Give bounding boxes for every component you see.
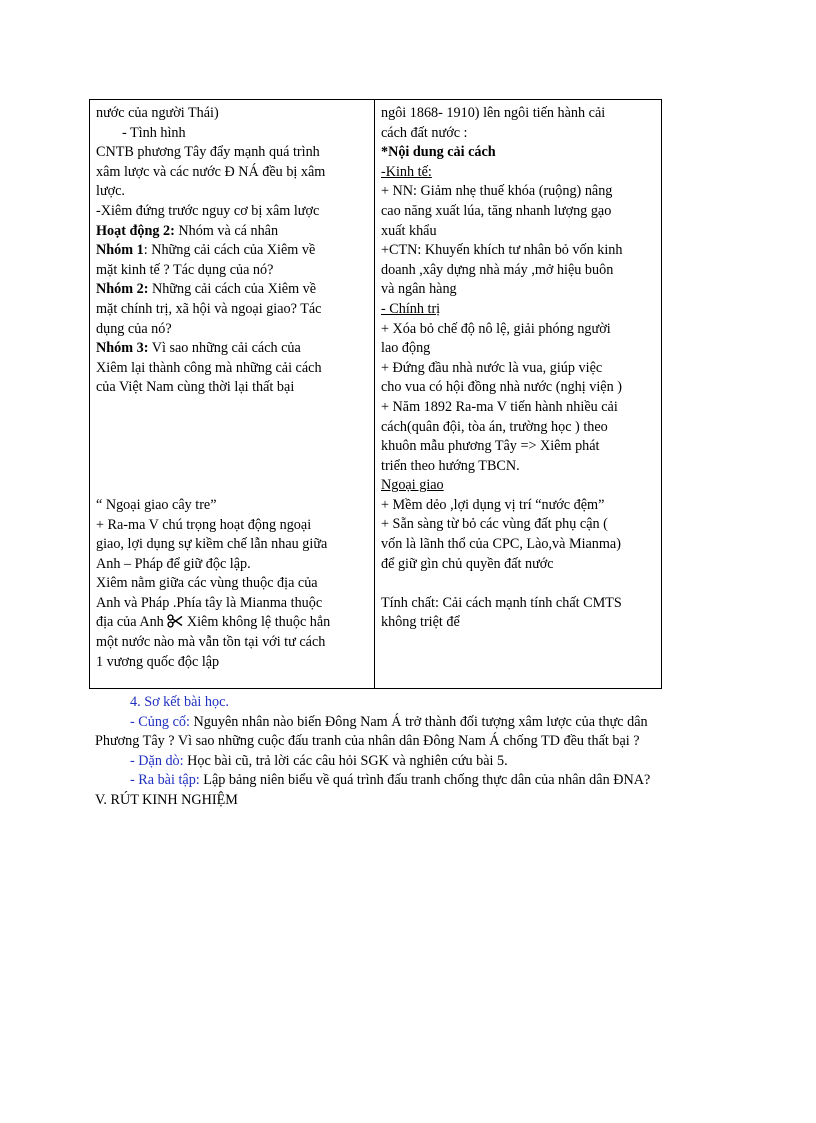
right-line: và ngân hàng	[381, 281, 457, 298]
right-line: doanh ,xây dựng nhà máy ,mở hiệu buôn	[381, 261, 614, 278]
right-line: lao động	[381, 340, 431, 357]
content-table	[89, 99, 662, 689]
right-line: triển theo hướng TBCN.	[381, 457, 520, 474]
exercise-line	[95, 771, 725, 791]
right-line: cao năng xuất lúa, tăng nhanh lượng gạo	[381, 202, 612, 219]
group-3-text: Vì sao những cải cách của	[148, 340, 301, 357]
right-line: xuất khẩu	[381, 222, 437, 239]
right-line: cách(quân đội, tòa án, trường học ) theo	[381, 418, 608, 435]
right-line: + Sẵn sàng từ bỏ các vùng đất phụ cận (	[381, 516, 608, 533]
activity-2-text: Nhóm và cá nhân	[174, 222, 279, 239]
group-2-label: Nhóm 2:	[96, 281, 149, 298]
homework-text: Học bài cũ, trả lời các câu hỏi SGK và nghiên cứu bài 5.	[183, 752, 508, 769]
right-line: vốn là lãnh thổ của CPC, Lào,và Mianma)	[381, 536, 621, 553]
right-line: + Xóa bỏ chế độ nô lệ, giải phóng người	[381, 320, 611, 337]
left-line: Xiêm nằm giữa các vùng thuộc địa của	[96, 575, 318, 592]
column-divider	[374, 100, 375, 688]
consolidation-label: - Củng cố:	[130, 713, 190, 730]
right-line: + Đứng đầu nhà nước là vua, giúp việc	[381, 359, 603, 376]
spacer	[96, 398, 368, 496]
left-column	[96, 104, 368, 672]
section-4-heading: 4. Sơ kết bài học.	[130, 694, 229, 710]
left-line: giao, lợi dụng sự kiềm chế lẫn nhau giữa	[96, 536, 328, 553]
group-1-line	[96, 241, 368, 261]
right-line: cách đất nước :	[381, 124, 468, 141]
left-line: 1 vương quốc độc lập	[96, 653, 220, 670]
left-line: CNTB phương Tây đẩy mạnh quá trình	[96, 144, 320, 161]
homework-label: - Dặn dò:	[130, 752, 184, 769]
left-line: Anh – Pháp để giữ độc lập.	[96, 555, 251, 572]
left-line: Anh và Pháp .Phía tây là Mianma thuộc	[96, 594, 323, 611]
reform-content-heading: *Nội dung cải cách	[381, 144, 496, 161]
right-line: không triệt để	[381, 614, 460, 631]
left-line: nước của người Thái)	[96, 105, 219, 121]
left-line: “ Ngoại giao cây tre”	[96, 496, 217, 513]
left-line	[96, 613, 368, 633]
consolidation-line-2: Phương Tây ? Vì sao những cuộc đấu tranh của nhân dân Đông Nam Á chống TD đều thất bại ?	[95, 733, 640, 750]
diplomacy-heading: Ngoại giao	[381, 477, 444, 494]
left-line: của Việt Nam cùng thời lại thất bại	[96, 379, 295, 396]
exercise-label: - Ra bài tập:	[130, 772, 200, 789]
activity-2-label: Hoạt động 2:	[96, 222, 175, 239]
right-line: +CTN: Khuyến khích tư nhân bỏ vốn kinh	[381, 242, 623, 259]
left-line: mặt kinh tế ? Tác dụng của nó?	[96, 261, 274, 278]
right-line: để giữ gìn chủ quyền đất nước	[381, 555, 554, 572]
left-line: -Xiêm đứng trước nguy cơ bị xâm lược	[96, 202, 320, 219]
left-line: một nước nào mà vẫn tồn tại với tư cách	[96, 634, 326, 651]
right-line: Tính chất: Cải cách mạnh tính chất CMTS	[381, 594, 622, 611]
right-line: + Năm 1892 Ra-ma V tiến hành nhiều cải	[381, 398, 618, 415]
group-1-label: Nhóm 1	[96, 242, 144, 259]
politics-heading: - Chính trị	[381, 300, 441, 317]
group-2-line	[96, 280, 368, 300]
economy-heading: -Kinh tế:	[381, 163, 432, 180]
left-text: địa của Anh	[96, 614, 168, 631]
group-2-text: Những cải cách của Xiêm về	[148, 281, 317, 298]
consolidation-text: Nguyên nhân nào biến Đông Nam Á trở thành đối tượng xâm lược của thực dân	[189, 713, 648, 730]
scissors-icon	[167, 614, 183, 635]
spacer	[381, 574, 657, 594]
right-line: + NN: Giảm nhẹ thuế khóa (ruộng) nâng	[381, 183, 613, 200]
group-3-line	[96, 339, 368, 359]
left-line: lược.	[96, 183, 125, 200]
left-line: dụng của nó?	[96, 320, 172, 337]
left-line: + Ra-ma V chú trọng hoạt động ngoại	[96, 516, 312, 533]
group-3-label: Nhóm 3:	[96, 340, 149, 357]
right-line: ngôi 1868- 1910) lên ngôi tiến hành cải	[381, 105, 606, 121]
group-1-text: : Những cải cách của Xiêm về	[143, 242, 316, 259]
left-line: Xiêm lại thành công mà những cải cách	[96, 359, 322, 376]
right-line: + Mềm dẻo ,lợi dụng vị trí “nước đệm”	[381, 496, 605, 513]
left-line: - Tình hình	[122, 124, 186, 141]
homework-line	[95, 752, 725, 772]
review-heading: V. RÚT KINH NGHIỆM	[95, 791, 238, 808]
left-line: xâm lược và các nước Đ NÁ đều bị xâm	[96, 163, 326, 180]
consolidation-line	[95, 713, 725, 733]
lesson-summary	[95, 693, 725, 811]
left-line: mặt chính trị, xã hội và ngoại giao? Tác	[96, 300, 322, 317]
right-column	[381, 104, 657, 633]
right-line: khuôn mẫu phương Tây => Xiêm phát	[381, 438, 600, 455]
activity-2-line	[96, 222, 368, 242]
left-text: Xiêm không lệ thuộc hẳn	[183, 614, 331, 631]
right-line: cho vua có hội đồng nhà nước (nghị viện )	[381, 379, 622, 396]
exercise-text: Lập bảng niên biểu về quá trình đấu tranh chống thực dân của nhân dân ĐNA?	[199, 772, 651, 789]
